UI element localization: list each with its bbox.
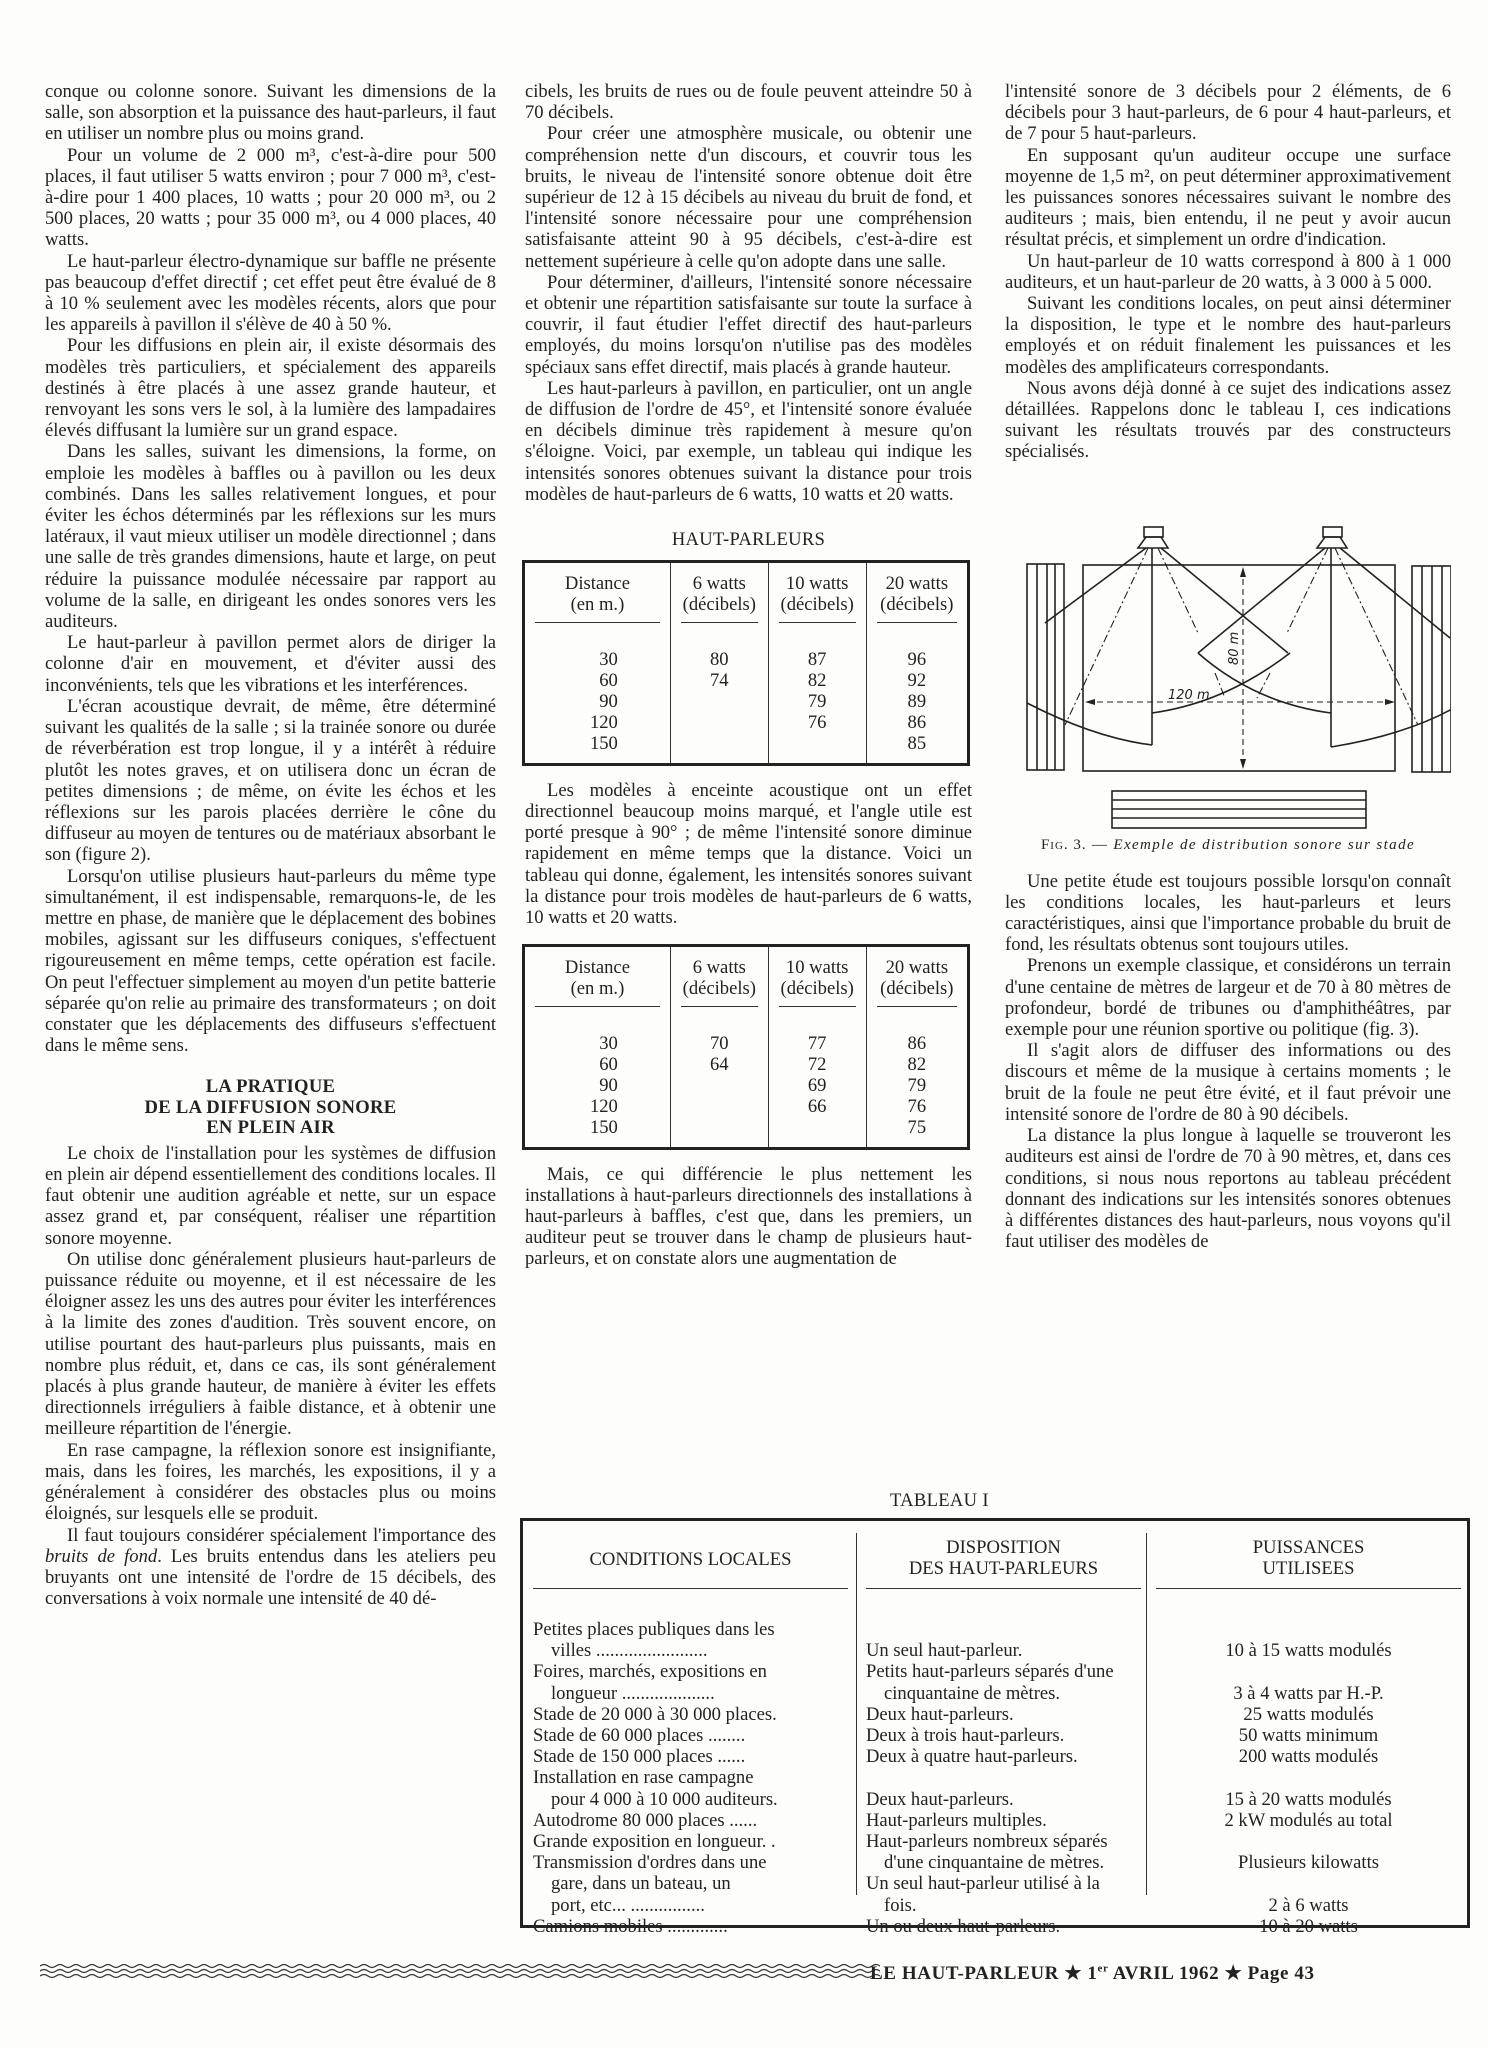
paragraph: Suivant les conditions locales, on peut ainsi déterminer la disposition, le type et le nombre des haut-parleurs employés et on réduit finalement les puissances et les modèles des amplificateurs correspondants. bbox=[1005, 293, 1451, 378]
cell: 77 bbox=[807, 1032, 827, 1054]
disposition-line: Deux haut-parleurs. bbox=[866, 1788, 1014, 1810]
header-distance-unit: (en m.) bbox=[570, 978, 625, 1000]
section-heading bbox=[45, 1077, 496, 1139]
caption-text: Exemple de distribution sonore sur stade bbox=[1113, 836, 1416, 853]
disposition-line: Deux à trois haut-parleurs. bbox=[866, 1725, 1065, 1746]
header-unit: (décibels) bbox=[682, 978, 756, 1000]
cell: 90 bbox=[599, 1074, 618, 1096]
disposition-line: Haut-parleurs nombreux séparés bbox=[866, 1831, 1108, 1852]
disposition-line bbox=[866, 1767, 1141, 1788]
condition-line: Transmission d'ordres dans une bbox=[533, 1852, 767, 1874]
tableau-1 bbox=[520, 1518, 1470, 1937]
header-20w: 20 watts bbox=[885, 957, 949, 979]
depth-label: 80 m bbox=[1227, 631, 1242, 665]
cell: 80 bbox=[709, 648, 729, 670]
disposition-line: Petits haut-parleurs séparés d'une bbox=[866, 1661, 1114, 1683]
disposition-line: Deux haut-parleurs. bbox=[866, 1703, 1014, 1725]
heading-line: EN PLEIN AIR bbox=[206, 1117, 335, 1139]
date-day: 1 bbox=[1087, 1963, 1098, 1984]
column-2 bbox=[525, 81, 972, 1270]
paragraph: Nous avons déjà donné à ce sujet des indications assez détaillées. Rappelons donc le tableau I, ces indications suivant les résultats trouvés par des constructeurs spécialisés. bbox=[1005, 377, 1451, 463]
cell: 120 bbox=[589, 712, 618, 734]
cell: 89 bbox=[907, 691, 927, 713]
cell: 30 bbox=[599, 1032, 618, 1054]
header-10w: 10 watts bbox=[785, 957, 849, 979]
decibel-table-enceinte bbox=[522, 944, 970, 1149]
power-line: 10 à 20 watts bbox=[1259, 1915, 1358, 1937]
cell: 85 bbox=[907, 733, 927, 755]
column-3 bbox=[1005, 81, 1451, 1252]
header-distance: Distance bbox=[564, 573, 630, 595]
speaker-right bbox=[1323, 527, 1342, 537]
col-puissances bbox=[1156, 1521, 1461, 1937]
cell: 64 bbox=[709, 1053, 729, 1075]
disposition-line: d'une cinquantaine de mètres. bbox=[884, 1852, 1105, 1874]
condition-line: Foires, marchés, expositions en bbox=[533, 1661, 767, 1683]
condition-line: Stade de 20 000 à 30 000 places. bbox=[533, 1703, 777, 1725]
header-6w: 6 watts bbox=[692, 957, 746, 979]
paragraph: En supposant qu'un auditeur occupe une surface moyenne de 1,5 m², on peut déterminer approximativement les puissances sonores nécessaires suivant le nombre des auditeurs ; mais, bien entendu, il ne peut y avoir aucun résultat précis, et simplement un ordre d'indication. bbox=[1005, 144, 1451, 251]
condition-line: Installation en rase campagne bbox=[533, 1767, 754, 1789]
cell: 74 bbox=[709, 669, 729, 691]
paragraph: Un haut-parleur de 10 watts correspond à 800 à 1 000 auditeurs, et un haut-parleur de 20 watts, à 3 000 à 5 000. bbox=[1005, 250, 1451, 293]
col-disposition bbox=[866, 1521, 1141, 1937]
power-line: 2 kW modulés au total bbox=[1224, 1809, 1393, 1831]
power-line bbox=[1156, 1831, 1461, 1852]
paragraph: Pour les diffusions en plein air, il existe désormais des modèles très particuliers, et spécialement des appareils destinés à être placés à une assez grande hauteur, et renvoyant les sons vers le sol, à la lumière des lampadaires élevés diffusant la lumière sur un grand espace. bbox=[45, 335, 496, 442]
page-footer bbox=[870, 1962, 1315, 1985]
header-unit: (décibels) bbox=[780, 978, 854, 1000]
cell: 82 bbox=[907, 1053, 927, 1075]
cell: 60 bbox=[599, 1053, 618, 1075]
power-line: 2 à 6 watts bbox=[1268, 1894, 1349, 1916]
power-line: Plusieurs kilowatts bbox=[1237, 1852, 1379, 1874]
condition-line: Stade de 60 000 places ........ bbox=[533, 1725, 746, 1747]
field bbox=[1083, 565, 1395, 771]
header-conditions bbox=[533, 1521, 848, 1589]
left-stand bbox=[1027, 564, 1064, 770]
paragraph: Lorsqu'on utilise plusieurs haut-parleurs du même type simultanément, il est indispensable, remarquons-le, de les mettre en phase, de manière que le déplacement des bobines mobiles, agissant sur les diffuseurs coniques, s'effectuent rigoureusement en même temps, cette opération est facile. On peut l'effectuer simplement au moyen d'un petite batterie séparée qu'on relie au primaire des transformateurs ; on doit constater que les déplacements des diffuseurs s'effectuent dans le même sens. bbox=[45, 865, 496, 1057]
cell: 75 bbox=[907, 1117, 927, 1139]
stadium-diagram bbox=[1005, 503, 1451, 833]
table-title: HAUT-PARLEURS bbox=[671, 529, 826, 551]
cell: 150 bbox=[589, 1117, 618, 1139]
power-line: 3 à 4 watts par H.-P. bbox=[1233, 1682, 1384, 1704]
condition-line: longueur .................... bbox=[551, 1682, 715, 1704]
cell: 92 bbox=[907, 669, 927, 691]
cell: 87 bbox=[807, 648, 827, 670]
paragraph: En rase campagne, la réflexion sonore est insignifiante, mais, dans les foires, les marchés, les expositions, il y a généralement à considérer des obstacles plus ou moins éloignés, sur lesquels elle se produit. bbox=[45, 1439, 496, 1525]
text-run: Il faut toujours considérer spécialement l'importance des bbox=[67, 1524, 496, 1546]
heading-line: LA PRATIQUE bbox=[205, 1076, 336, 1098]
paragraph: Le haut-parleur à pavillon permet alors de diriger la colonne d'air en mouvement, et d'éviter aussi des inconvénients, tels que les vibrations et les interférences. bbox=[45, 632, 496, 696]
italic-term: bruits de fond bbox=[45, 1545, 158, 1567]
condition-line: villes ........................ bbox=[551, 1640, 708, 1662]
paragraph: cibels, les bruits de rues ou de foule peuvent atteindre 50 à 70 décibels. bbox=[525, 81, 972, 124]
publication-name: LE HAUT-PARLEUR bbox=[870, 1963, 1059, 1984]
paragraph: La distance la plus longue à laquelle se trouveront les auditeurs est ainsi de l'ordre de 70 à 90 mètres, et, dans ces conditions, si nous nous reportons au tableau précédent donnant des indications sur les intensités sonores obtenues à différentes distances des haut-parleurs, nous voyons qu'il faut utiliser des modèles de bbox=[1005, 1125, 1451, 1253]
power-line: 200 watts modulés bbox=[1238, 1746, 1379, 1768]
paragraph bbox=[45, 1525, 496, 1610]
caption-dash: — bbox=[1091, 836, 1109, 853]
power-line: 25 watts modulés bbox=[1243, 1703, 1374, 1725]
paragraph: Le choix de l'installation pour les systèmes de diffusion en plein air dépend essentiellement des conditions locales. Il faut obtenir une audition agréable et nette, sur un espace assez grand et, par conséquent, réaliser une répartition sonore moyenne. bbox=[45, 1142, 496, 1249]
paragraph: Une petite étude est toujours possible lorsqu'on connaît les conditions locales, les haut-parleurs et leurs caractéristiques, ainsi que l'importance probable du bruit de fond, les résultats obtenus sont toujours utiles. bbox=[1005, 870, 1451, 956]
condition-line: port, etc... ................ bbox=[551, 1894, 705, 1916]
cell: 86 bbox=[907, 712, 927, 734]
paragraph: Dans les salles, suivant les dimensions, la forme, on emploie les modèles à baffles ou à pavillon ou les deux combinés. Dans les salles relativement longues, et pour éviter les échos déterminés par les réflexions sur les murs latéraux, il vaut mieux utiliser un modèle directionnel ; dans une salle de très grandes dimensions, haute et large, on peut réduire la puissance modulée nécessaire par rapport au volume de la salle, en dirigeant les ondes sonores vers les auditeurs. bbox=[45, 441, 496, 633]
tableau-title: TABLEAU I bbox=[890, 1490, 989, 1511]
paragraph: conque ou colonne sonore. Suivant les dimensions de la salle, son absorption et la puissance des haut-parleurs, il faut en utiliser un nombre plus ou moins grand. bbox=[45, 81, 496, 145]
condition-line: Stade de 150 000 places ...... bbox=[533, 1746, 746, 1768]
header-unit: (décibels) bbox=[880, 594, 954, 616]
stadium-diagram-svg bbox=[1005, 503, 1451, 833]
cell: 66 bbox=[807, 1096, 827, 1118]
disposition-line bbox=[866, 1619, 1141, 1640]
figure-caption bbox=[1005, 837, 1451, 853]
disposition-line: fois. bbox=[884, 1894, 917, 1916]
paragraph: Les modèles à enceinte acoustique ont un effet directionnel beaucoup moins marqué, et l'angle utile est porté presque à 90° ; de même l'intensité sonore diminue rapidement en même temps que la distance. Voici un tableau qui donne, également, les intensités sonores suivant la distance pour trois modèles de haut-parleurs de 6 watts, 10 watts et 20 watts. bbox=[525, 779, 972, 928]
header-text: CONDITIONS LOCALES bbox=[589, 1549, 792, 1570]
cell: 86 bbox=[907, 1032, 927, 1054]
disposition-line: Un seul haut-parleur utilisé à la bbox=[866, 1873, 1100, 1895]
paragraph: Pour un volume de 2 000 m³, c'est-à-dire pour 500 places, il faut utiliser 5 watts environ ; pour 7 000 m³, c'est-à-dire pour 1 400 places, 10 watts ; pour 20 000 m³, ou 2 500 places, 20 watts ; pour 35 000 m³, ou 4 000 places, 40 watts. bbox=[45, 144, 496, 251]
disposition-line: Haut-parleurs multiples. bbox=[866, 1809, 1047, 1831]
disposition-line: Deux à quatre haut-parleurs. bbox=[866, 1746, 1078, 1768]
speaker-left bbox=[1144, 527, 1163, 537]
cell: 120 bbox=[589, 1096, 618, 1118]
paragraph: Le haut-parleur électro-dynamique sur baffle ne présente pas beaucoup d'effet directif ; cet effet peut être évalué de 8 à 10 % seulement avec les modèles récents, alors que pour les appareils à pavillon il s'élève de 40 à 50 %. bbox=[45, 250, 496, 336]
header-distance: Distance bbox=[564, 957, 630, 979]
cell: 82 bbox=[807, 669, 827, 691]
power-line: 50 watts minimum bbox=[1238, 1724, 1379, 1746]
text-run: . Les bruits entendus dans les ateliers peu bruyants ont une intensité de l'ordre de 15 décibels, des conversations à voix normale une intensité de 40 dé- bbox=[45, 1545, 496, 1610]
header-disposition bbox=[866, 1521, 1141, 1589]
cell: 70 bbox=[709, 1032, 729, 1054]
cell: 96 bbox=[907, 648, 927, 670]
date-month-year: AVRIL 1962 bbox=[1112, 1963, 1220, 1984]
cell: 72 bbox=[807, 1053, 827, 1075]
power-line bbox=[1156, 1619, 1461, 1640]
condition-line: Autodrome 80 000 places ...... bbox=[533, 1809, 758, 1831]
paragraph: Les haut-parleurs à pavillon, en particulier, ont un angle de diffusion de l'ordre de 45°, et l'intensité sonore évaluée en décibels diminue très rapidement à mesure qu'on s'éloigne. Voici, par exemple, un tableau qui indique les intensités sonores obtenues suivant la distance pour trois modèles de haut-parleurs de 6 watts, 10 watts et 20 watts. bbox=[525, 377, 972, 505]
header-10w: 10 watts bbox=[785, 573, 849, 595]
condition-line: Grande exposition en longueur. . bbox=[533, 1831, 776, 1853]
cell: 30 bbox=[599, 648, 618, 670]
condition-line: Petites places publiques dans les bbox=[533, 1619, 775, 1640]
header-text: DES HAUT-PARLEURS bbox=[908, 1558, 1099, 1580]
paragraph: Prenons un exemple classique, et considérons un terrain d'une centaine de mètres de largeur et de 70 à 80 mètres de profondeur, bordé de tribunes ou d'amphithéâtres, par exemple pour une réunion sportive ou politique (fig. 3). bbox=[1005, 955, 1451, 1041]
paragraph: Pour déterminer, d'ailleurs, l'intensité sonore nécessaire et obtenir une répartition satisfaisante sur toute la surface à couvrir, il faut étudier l'effet directif des haut-parleurs employés, du moins lorsqu'on n'utilise pas des modèles spéciaux sans effet directif, mais placés à grande hauteur. bbox=[525, 271, 972, 378]
cell: 69 bbox=[807, 1074, 827, 1096]
power-line bbox=[1156, 1873, 1461, 1894]
page-number: Page 43 bbox=[1247, 1963, 1315, 1984]
star-icon: ★ bbox=[1224, 1963, 1243, 1984]
header-puissances bbox=[1156, 1521, 1461, 1589]
col-conditions bbox=[533, 1521, 848, 1937]
cell: 76 bbox=[907, 1096, 927, 1118]
puissances-list bbox=[1156, 1589, 1461, 1937]
condition-line: Camions mobiles ............. bbox=[533, 1915, 728, 1937]
header-unit: (décibels) bbox=[880, 978, 954, 1000]
header-text: PUISSANCES bbox=[1252, 1537, 1365, 1558]
cell: 90 bbox=[599, 691, 618, 713]
paragraph: Pour créer une atmosphère musicale, ou obtenir une compréhension nette d'un discours, et couvrir tous les bruits, le niveau de l'intensité sonore obtenue doit être supérieur de 12 à 15 décibels au niveau du bruit de fond, et l'intensité sonore nécessaire pour une compréhension satisfaisante atteint 90 à 95 décibels, c'est-à-dire est nettement supérieure à celle qu'on adopte dans une salle. bbox=[525, 123, 972, 272]
cell: 76 bbox=[807, 712, 827, 734]
power-line bbox=[1156, 1767, 1461, 1788]
header-6w: 6 watts bbox=[692, 573, 746, 595]
condition-line: pour 4 000 à 10 000 auditeurs. bbox=[551, 1788, 778, 1810]
disposition-line: Un ou deux haut-parleurs. bbox=[866, 1915, 1061, 1937]
header-text: UTILISEES bbox=[1262, 1558, 1355, 1580]
header-text: DISPOSITION bbox=[946, 1537, 1061, 1558]
cell: 150 bbox=[589, 733, 618, 755]
disposition-line: Un seul haut-parleur. bbox=[866, 1640, 1023, 1662]
issue-date bbox=[1087, 1963, 1219, 1984]
heading-line: DE LA DIFFUSION SONORE bbox=[144, 1096, 397, 1118]
cell: 79 bbox=[907, 1074, 927, 1096]
width-label: 120 m bbox=[1168, 687, 1210, 703]
star-icon: ★ bbox=[1064, 1963, 1082, 1984]
header-distance-unit: (en m.) bbox=[570, 594, 625, 616]
wavy-rule-ornament bbox=[40, 1962, 880, 1982]
disposition-list bbox=[866, 1589, 1141, 1937]
date-suffix: er bbox=[1097, 1962, 1109, 1975]
column-divider bbox=[856, 1533, 857, 1895]
paragraph: Il s'agit alors de diffuser des informations ou des discours et même de la musique à certains moments ; le bruit de la foule ne peut être évité, et il faut prévoir une intensité sonore de l'ordre de 80 à 90 décibels. bbox=[1005, 1040, 1451, 1125]
power-line: 10 à 15 watts modulés bbox=[1225, 1640, 1392, 1662]
header-unit: (décibels) bbox=[682, 594, 756, 616]
column-divider bbox=[1146, 1533, 1147, 1895]
power-line: 15 à 20 watts modulés bbox=[1225, 1788, 1392, 1810]
header-20w: 20 watts bbox=[885, 573, 949, 595]
decibel-table-pavillon bbox=[522, 560, 970, 765]
cell: 60 bbox=[599, 669, 618, 691]
condition-line: gare, dans un bateau, un bbox=[551, 1873, 731, 1895]
paragraph: Mais, ce qui différencie le plus nettement les installations à haut-parleurs directionnels des installations à haut-parleurs à baffles, c'est que, dans les premiers, un auditeur peut se trouver dans le champ de plusieurs haut-parleurs, et on constate alors une augmentation de bbox=[525, 1163, 972, 1270]
disposition-line: cinquantaine de mètres. bbox=[884, 1682, 1061, 1704]
paragraph: L'écran acoustique devrait, de même, être déterminé suivant les qualités de la salle ; si la trainée sonore ou durée de réverbération est trop longue, il y a intérêt à réduire plutôt les notes graves, et on utilisera donc un écran de petites dimensions ; de même, on évite les échos et les réflexions sur les parois placées derrière le cône du diffuseur au moyen de tentures ou de matériaux absorbant le son (figure 2). bbox=[45, 695, 496, 866]
cell: 79 bbox=[807, 691, 827, 713]
paragraph: l'intensité sonore de 3 décibels pour 2 éléments, de 6 décibels pour 3 haut-parleurs, de 6 pour 4 haut-parleurs, et de 7 pour 5 haut-parleurs. bbox=[1005, 81, 1451, 145]
figure-number: Fig. 3. bbox=[1040, 836, 1087, 853]
column-1 bbox=[45, 81, 496, 1609]
power-line bbox=[1156, 1661, 1461, 1682]
conditions-list bbox=[533, 1589, 848, 1937]
header-unit: (décibels) bbox=[780, 594, 854, 616]
paragraph: On utilise donc généralement plusieurs haut-parleurs de puissance réduite ou moyenne, et il est nécessaire de les éloigner assez les uns des autres pour éviter les interférences à la limite des zones d'audition. Très souvent encore, on utilise pourtant des haut-parleurs plus puissants, mais en nombre plus réduit, et, dans ce cas, ils sont généralement placés à plus grande hauteur, de manière à éviter les effets directionnels irréguliers à faible distance, et à obtenir une meilleure répartition de l'énergie. bbox=[45, 1248, 496, 1440]
